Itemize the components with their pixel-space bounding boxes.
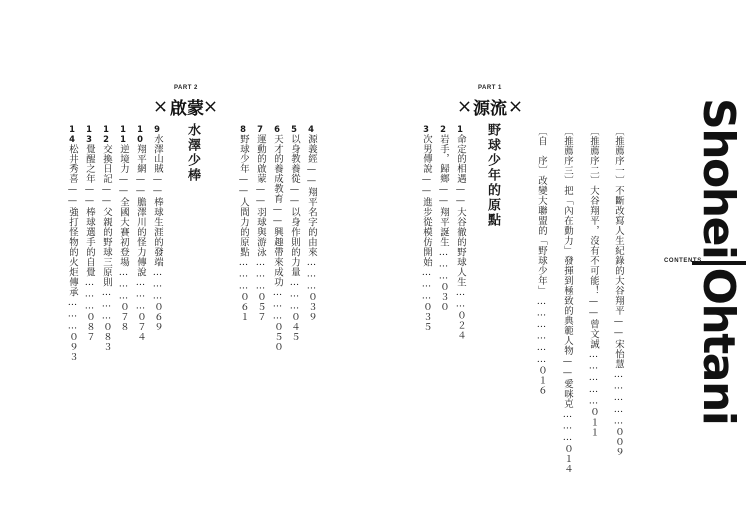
toc-entry [254,124,266,322]
entry-text: 松井秀喜——強打怪物的火炬傳承………０９３ [67,144,78,362]
entry-text: 天才的養成教育——興趣帶來成功………０５０ [272,134,283,352]
preface-title: 改變大聯盟的「野球少年」 [536,175,547,296]
preface-author: ——愛咪克 [562,355,573,409]
preface-tag: 〔推薦序二〕 [588,126,599,186]
entry-number: 6 [272,124,282,134]
preface-page: ………………０１６ [536,295,547,396]
entry-number: 1 [455,124,465,134]
entry-number: 5 [289,124,299,134]
preface-author: ——曾文誠 [588,295,599,350]
preface-tag: 〔自 序〕 [536,126,547,176]
toc-entry [288,124,300,342]
entry-text: 交換日記——父親的野球三原則………０８３ [101,144,112,352]
preface-title: 把「內在動力」發揮到極致的典範人物 [562,185,573,356]
toc-entry [271,124,283,352]
toc-entry [237,124,249,322]
toc-entry [83,124,95,342]
preface-entry-4 [536,126,547,395]
part2-title: 啟蒙 [170,99,204,119]
toc-entry [454,124,466,340]
entry-text: 命定的相遇——大谷徹的野球人生……０２４ [455,134,466,341]
entry-number: 8 [238,124,248,134]
toc-entry [66,124,78,362]
entry-number: 2 [438,124,448,134]
entry-number: 4 [306,124,316,134]
preface-entry-2 [588,126,599,437]
part1-title: 源流 [473,99,507,119]
toc-entry [420,124,432,332]
entry-number: 14 [67,124,77,144]
brand-first-name: Shohei [693,98,744,259]
entry-text: 運動的啟蒙——羽球與游泳………０５７ [255,134,266,322]
toc-entry [151,124,163,332]
preface-author: ——宋怡慧 [613,315,624,369]
entry-number: 11 [118,124,128,144]
preface-entry-1 [613,126,624,457]
entry-number: 7 [255,124,265,134]
toc-entry [117,124,129,332]
crossed-bats-icon [510,101,521,112]
entry-number: 10 [135,124,145,144]
preface-page: ……………００９ [613,369,624,457]
entry-text: 逆境力——全國大賽初登場………０７８ [118,144,129,332]
entry-text: 次男傳說——進步從模仿開始………０３５ [421,134,432,332]
preface-tag: 〔推薦序三〕 [562,126,573,186]
brand-last-name: Ohtani [693,267,744,425]
entry-text: 水澤山賊——棒球生涯的發端………０６９ [152,134,163,332]
preface-tag: 〔推薦序一〕 [613,126,624,186]
part2-label: PART 2 [174,85,198,91]
contents-label: CONTENTS [664,258,702,264]
toc-entry [100,124,112,352]
entry-text: 源義經——翔平名字的由來………０３９ [306,134,317,322]
toc-entry [305,124,317,322]
crossed-bats-icon [459,101,470,112]
preface-page: ………０１４ [562,408,573,474]
crossed-bats-icon [205,101,216,112]
entry-text: 翔平網——膽澤川的怪力傳說………０７４ [135,144,146,342]
preface-title: 大谷翔平，沒有不可能！ [588,185,599,296]
part1-chapter-title: 野球少年的原點 [485,123,500,228]
toc-entry [437,124,449,312]
entry-number: 12 [101,124,111,144]
entry-text: 野球少年——人間力的原點………０６１ [238,134,249,322]
entry-number: 9 [152,124,162,134]
preface-page: ……………０１１ [588,349,599,437]
preface-entry-3 [562,126,573,474]
entry-text: 覺醒之年——棒球選手的自覺………０８７ [84,144,95,342]
entry-text: 以身教養從——以身作則的力量………０４５ [289,134,300,342]
part1-label: PART 1 [478,85,502,91]
crossed-bats-icon [155,101,166,112]
part2-chapter-title: 水澤少棒 [185,123,200,183]
entry-number: 3 [421,124,431,134]
preface-title: 不斷改寫人生紀錄的大谷翔平 [613,185,624,316]
entry-number: 13 [84,124,94,144]
toc-entry [134,124,146,342]
entry-text: 岩手，歸鄉——翔平誕生………０３０ [438,134,449,312]
